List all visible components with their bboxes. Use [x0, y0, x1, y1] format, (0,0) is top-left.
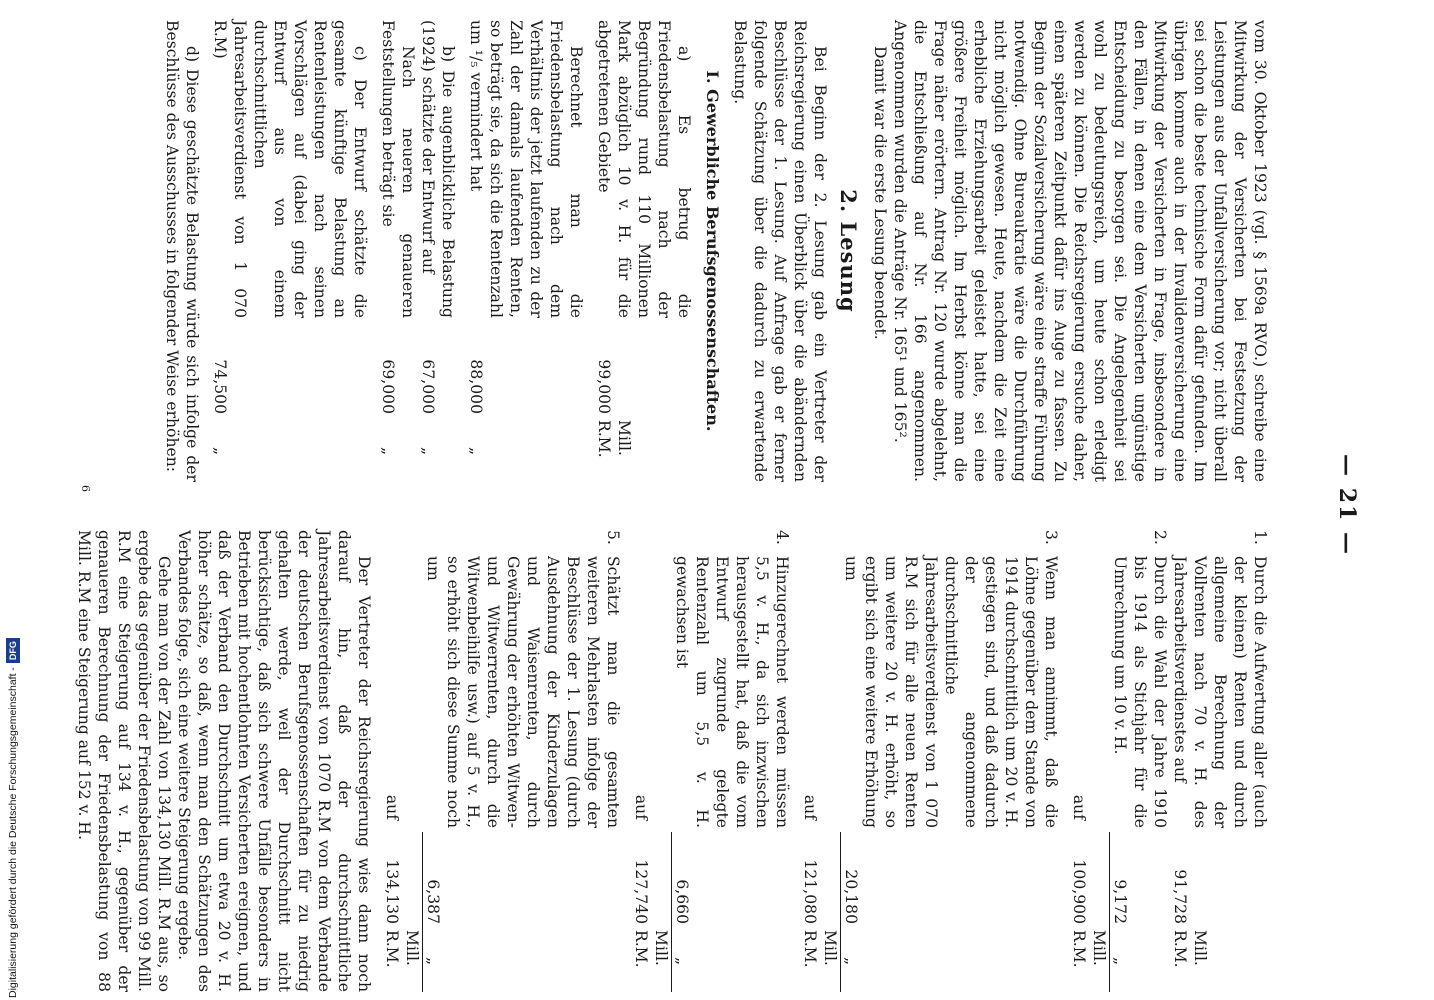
subtotal-row-1 [1069, 530, 1109, 992]
document-page [70, 10, 1360, 1000]
subtotal-label: auf [383, 794, 401, 820]
estimate-label: c) Der Entwurf schätzte die gesamte künftige Belastung an Rentenleistungen nach seinen Vorschlägen auf (dabei ging der Entwurf aus von einem durchschnittlichen Jahresarbeitsverdienst von 1 070 R.M) [211, 20, 369, 318]
estimate-row-a [594, 20, 694, 482]
ditto-mark: „ [673, 956, 691, 966]
ditto-mark: „ [467, 446, 485, 456]
subtotal-label: auf [1070, 794, 1088, 820]
estimate-label: b) Die augenblickliche Belastung (1924) schätzte der Entwurf auf [419, 20, 457, 318]
sidebar-text: Digitalisierung gefördert durch die Deutsche Forschungsgemeinschaft - [7, 667, 19, 998]
subsection-title: I. Gewerbliche Berufsgenossenschaften. [703, 70, 722, 432]
signature-mark: 6 [79, 485, 92, 492]
digitization-sidebar [0, 600, 22, 1000]
section-intro: Bei Beginn der 2. Lesung gab ein Vertreter der Reichsregierung einen Überblick über die abändernden Beschlüsse der 1. Lesung. Auf Anfrage gab er ferner folgende Schätzung über die dadurch zu erwartende Belastung. [731, 20, 829, 482]
subtotal-label: auf [632, 794, 650, 820]
ditto-mark: „ [424, 956, 442, 966]
item-row-1 [1170, 530, 1270, 992]
item-value: 9,172 [1111, 879, 1129, 924]
ditto-mark: „ [1111, 956, 1129, 966]
item-unit: Mill. R.M. [1171, 930, 1209, 968]
subtotal-unit: Mill. R.M. [632, 930, 670, 968]
item-value: 6,660 [673, 879, 691, 924]
estimate-unit: Mill. R.M. [595, 420, 633, 458]
subtotal-unit: Mill. R.M. [383, 930, 421, 968]
estimate-value: 69,000 [379, 359, 397, 414]
page-number: — 21 — [1334, 454, 1360, 556]
ditto-mark: „ [842, 956, 860, 966]
estimate-row-b0 [466, 20, 586, 482]
item-number: 5. [604, 530, 622, 545]
item-text: Wenn man annimmt, daß die Löhne gegenüber dem Stande von 1914 durchschnittlich um 20 v. H. gestiegen sind, und daß dadurch der angenommene durchschnittliche Jahresarbeitsverdienst von 1 070 R.M sich für alle neuen Renten um weitere 20 v. H. erhöht, so ergibt sich eine weitere Erhöhung um [842, 556, 1060, 828]
subtotal-value: 121,080 [801, 859, 819, 924]
item-number: 4. [773, 530, 791, 545]
estimate-label: Nach neueren genaueren Feststellungen beträgt sie [379, 20, 417, 318]
section-title: 2. Lesung [836, 189, 861, 313]
item-row-3 [841, 530, 1061, 992]
estimate-row-b2 [378, 20, 418, 482]
item-value: 6,387 [424, 879, 442, 924]
item-value: 91,728 [1171, 869, 1189, 924]
estimate-value: 67,000 [419, 359, 437, 414]
closing-paragraph-2: Gehe man von der Zahl von 134,130 Mill. R.M aus, so ergebe das gegenüber der Friedensbelastung von 99 Mill. R.M eine Steigerung auf 134 v. H., gegenüber der genaueren Berechnung der Friedensbelastung von 88 Mill. R.M eine Steigerung auf 152 v. H. [75, 530, 173, 992]
estimate-value: 88,000 [467, 359, 485, 414]
right-column [74, 530, 1270, 992]
subtotal-value: 127,740 [632, 859, 650, 924]
closing-paragraph: Damit war die erste Lesung beendet. [871, 46, 889, 340]
estimate-label: Berechnet man die Friedensbelastung nach dem Verhältnis der jetzt laufenden zu der Zahl der damals laufenden Renten, so beträgt sie, da sich die Rentenzahl um ¹/₅ vermindert hat [467, 20, 585, 318]
closing-paragraph-1: Der Vertreter der Reichsregierung wies dann noch darauf hin, daß der durchschnittliche Jahresarbeitsverdienst von 1070 R.M von dem Verbande der deutschen Berufsgenossenschaften für zu niedrig gehalten werde, weil der Durchschnitt nicht berücksichtige, daß sich schwere Unfälle besonders in Betrieben mit hochentlohnten Versicherten ereignen, und daß der Verband den Durchschnitt um etwa 20 v. H. höher schätze, so daß, wenn man den Schätzungen des Verbandes folge, sich eine weitere Steigerung ergebe. [175, 530, 373, 992]
estimate-label: a) Es betrug die Friedensbelastung nach der Begründung rund 110 Millionen Mark abzüglich 10 v. H. für die abgetretenen Gebiete [595, 20, 693, 318]
item-number: 2. [1151, 530, 1169, 545]
item-number: 1. [1251, 530, 1269, 545]
item-number: 3. [1042, 530, 1060, 545]
subtotal-label: auf [801, 794, 819, 820]
subtotal-value: 100,900 [1070, 859, 1088, 924]
item-row-4 [672, 530, 792, 992]
dfg-logo: DFG [6, 638, 20, 663]
item-text: Hinzugerechnet werden müssen 5,5 v. H., da sich inzwischen herausgestellt hat, daß die vom Entwurf zugrunde gelegte Rentenzahl um 5,5 v. H. gewachsen ist [673, 556, 791, 828]
estimate-d-paragraph: d) Diese geschätzte Belastung würde sich infolge der Beschlüsse des Ausschusses in folgender Weise erhöhen: [163, 20, 201, 482]
item-row-5 [423, 530, 623, 992]
item-value: 20,180 [842, 869, 860, 924]
estimate-row-b [418, 20, 458, 482]
ditto-mark: „ [211, 446, 229, 456]
item-row-2 [1110, 530, 1170, 992]
item-text: Durch die Wahl der Jahre 1910 bis 1914 als Stichjahr für die Umrechnung um 10 v. H. [1111, 556, 1169, 828]
ditto-mark: „ [419, 446, 437, 456]
estimate-row-c [210, 20, 370, 482]
item-text: Schätzt man die gesamten weiteren Mehrlasten infolge der Beschlüsse der 1. Lesung (durch Ausdehnung der Kinderzulagen und Waisenrenten, durch Gewährung der erhöhten Witwen- und Witwerrenten, durch die Witwenbeihilfe usw.) auf 5 v. H., so erhöht sich diese Summe noch um [424, 556, 622, 828]
subtotal-value: 134,130 [383, 859, 401, 924]
intro-paragraph: vom 30. Oktober 1923 (vgl. § 1569a RVO.) schreibe eine Mitwirkung der Versicherten bei Festsetzung der Leistungen aus der Unfallversicherung vor; nicht überall sei schon die beste technische Form dafür gefunden. Im übrigen komme auch in der Invalidenversicherung eine Mitwirkung der Versicherten in Frage, insbesondere in den Fällen, in denen eine dem Versicherten ungünstige Entscheidung zu besorgen sei. Die Angelegenheit sei wohl zu bedeutungsreich, um heute schon erledigt werden zu können. Die Reichsregierung ersuche daher, einen späteren Zeitpunkt dafür ins Auge zu fassen. Zu Beginn der Sozialversicherung wäre eine straffe Führung notwendig. Ohne Bureaukratie wäre die Durchführung nicht möglich gewesen. Heute, nachdem die Zeit eine erhebliche Erziehungsarbeit geleistet hatte, sei eine größere Freiheit möglich. Im Herbst könne man die Frage näher erörtern. Antrag Nr. 120 wurde abgelehnt, die Entschließung auf Nr. 166 angenommen. Angenommen wurden die Anträge Nr. 165¹ und 165². [891, 20, 1269, 482]
left-column [162, 20, 1270, 482]
subtotal-row-4 [382, 530, 422, 992]
subtotal-row-2 [800, 530, 840, 992]
estimate-value: 74,500 [211, 359, 229, 414]
subtotal-row-3 [631, 530, 671, 992]
ditto-mark: „ [379, 446, 397, 456]
subtotal-unit: Mill. R.M. [801, 930, 839, 968]
item-text: Durch die Aufwertung aller (auch der kleinen) Renten und durch allgemeine Berechnung der Vollrenten nach 70 v. H. des Jahresarbeitsverdienstes auf [1171, 556, 1269, 828]
subtotal-unit: Mill. R.M. [1070, 930, 1108, 968]
estimate-value: 99,000 [595, 359, 613, 414]
